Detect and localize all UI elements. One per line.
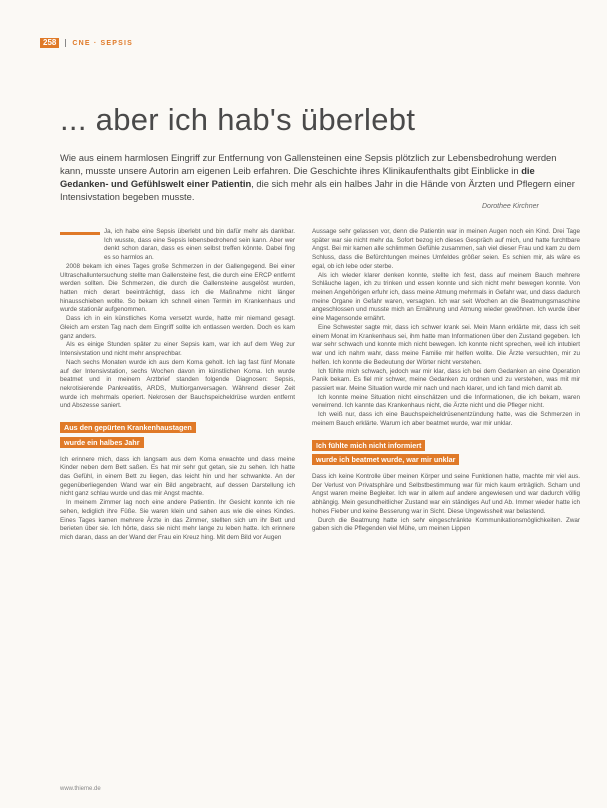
paragraph: 2008 bekam ich eines Tages große Schmerzen in der Gallengegend. Bei einer Ultraschalluntersuchung stellte man Gallensteine fest, die durch eine ERCP entfernt werden sollten. Die Schmerzen, die durch die Gallensteine ausgelöst wurden, hatten mich derart beeinträchtigt, dass ich die Maßnahme nicht länger hinausschieben wollte. So bekam ich schnell einen Termin im Krankenhaus und wurde stationär aufgenommen. — [60, 262, 295, 314]
paragraph: Aussage sehr gelassen vor, denn die Patientin war in meinen Augen noch ein Kind. Drei Tage später war sie nicht mehr da. Sofort bezog ich dieses Gespräch auf mich, und hatte furchtbare Angst. Bei mir kamen alle schlimmen Gefühle zusammen, sah viel dieser Frau und kam zu dem Schluss, dass die Befürchtungen meines Umfeldes größer seien. Es schien mir, als wäre es egal, ob ich lebe oder sterbe. — [312, 228, 580, 270]
paragraph: Ja, ich habe eine Sepsis überlebt und bin dafür mehr als dankbar. Ich wusste, dass eine Sepsis lebensbedrohend sein kann. Aber wer denkt schon daran, dass es einen selbst treffen könnte. Dabei fing es so harmlos an. — [104, 228, 295, 262]
running-header — [40, 38, 133, 48]
paragraph: Ich konnte meine Situation nicht einschätzen und die Informationen, die ich bekam, waren verwirrend. Ich kannte das Krankenhaus nicht, die Ärzte nicht und die Pfleger nicht. — [312, 393, 580, 410]
subheading-block — [312, 437, 580, 466]
page-number: 258 — [40, 38, 59, 48]
intro-bold-phrase: die Gedanken- und Gefühlswelt einer Patientin — [60, 165, 535, 189]
paragraph: Als es einige Stunden später zu einer Sepsis kam, war ich auf dem Weg zur Intensivstation und nicht mehr ansprechbar. — [60, 341, 295, 358]
section-label: CNE · SEPSIS — [72, 39, 134, 47]
right-column — [312, 228, 580, 534]
subheading: wurde ich beatmet wurde, war mir unklar — [312, 454, 459, 465]
paragraph: Dass ich keine Kontrolle über meinen Körper und seine Funktionen hatte, machte mir viel aus. Der Verlust von Privatsphäre und Selbstbestimmung war für mich kaum erträglich. Scham und Angst waren meine Begleiter. Ich war in allem auf andere angewiesen und war dadurch völlig abhängig. Mein gesundheitlicher Zustand war ein ständiges Auf und Ab. Immer wieder hatte ich hohes Fieber und keine Besserung war in Sicht. Diese Ungewissheit war belastend. — [312, 472, 580, 515]
subheading: Aus den gepürten Krankenhaustagen — [60, 422, 196, 433]
paragraph: Durch die Beatmung hatte ich sehr eingeschränkte Kommunikationsmöglichkeiten. Zwar gaben sich die Pflegenden viel Mühe, um meinen Lippen — [312, 516, 580, 533]
paragraph: In meinem Zimmer lag noch eine andere Patientin. Ihr Gesicht konnte ich nie sehen, lediglich ihre Füße. Sie waren klein und sahen aus wie die eines Kindes. Eines Tages kamen mehrere Ärzte in das Zimmer, stellten sich um ihr Bett und berieten über sie. Ich hörte, dass sie nicht mehr lange zu leben hatte. Ich erinnere mich daran, dass an der Wand der Frau ein Kreuz hing. Mit dem Bild vor Augen — [60, 499, 295, 541]
paragraph: Nach sechs Monaten wurde ich aus dem Koma geholt. Ich lag fast fünf Monate auf der Intensivstation, sechs Wochen davon im künstlichen Koma. Ich wurde beatmet und in meinem Arztbrief standen folgende Diagnosen: Sepsis, nekrotisierende Pankreatitis, ARDS, Multiorganversagen. Während dieser Zeit wurde ich mehrmals operiert. Nekrosen der Bauchspeicheldrüse wurden entfernt und Abszesse saniert. — [60, 358, 295, 410]
subheading: Ich fühlte mich nicht informiert — [312, 440, 425, 451]
intro-text-start: Wie aus einem harmlosen Eingriff zur Entfernung von Gallensteinen eine Sepsis plötzlich zur Lebensbedrohung werden kann, musste unsere Autorin am eigenen Leib erfahren. Die Geschichte ihres Klinikaufenthalts gibt Einblicke in — [60, 152, 557, 176]
footer-url: www.thieme.de — [60, 786, 101, 792]
intro-text-end: , die sich mehr als ein halbes Jahr in die Hände von Ärzten und Pflegern einer Intensivstation begeben musste. — [60, 178, 575, 202]
subheading-block — [60, 419, 295, 448]
paragraph: Ich fühlte mich schwach, jedoch war mir klar, dass ich bei dem Gedanken an eine Operation Panik bekam. Es fiel mir schwer, meine Gedanken zu ordnen und zu verstehen, was mit mir passiert war. Meine Situation wurde mir nach und nach klarer, und ich fand mich damit ab. — [312, 367, 580, 392]
header-divider — [65, 39, 66, 47]
article-intro — [60, 151, 575, 203]
paragraph: Als ich wieder klarer denken konnte, stellte ich fest, dass auf meinem Bauch mehrere Schläuche lagen, ich zu trinken und essen konnte und sich nicht mehr bewegen konnte. Von meinen Angehörigen erfuhr ich, dass meine Atmung mehrmals in Gefahr war, und dass dadurch meine Organe in Gefahr waren, versagten. Ich war seit Wochen an die Beatmungsmaschine angeschlossen und musste mich an Ernährung und Atmung wieder gewöhnen. Ich wurde über eine Magensonde ernährt. — [312, 271, 580, 323]
paragraph: Ich weiß nur, dass ich eine Bauchspeicheldrüsenentzündung hatte, was die Schmerzen in meinem Bauch erklärte. Warum ich aber beatmet wurde, war mir unklar. — [312, 411, 580, 427]
left-column — [60, 228, 295, 543]
subheading: wurde ein halbes Jahr — [60, 437, 144, 448]
author-byline: Dorothee Kirchner — [482, 203, 539, 210]
paragraph: Ich erinnere mich, dass ich langsam aus dem Koma erwachte und dass meine Kinder neben dem Bett saßen. Es hat mir sehr gut getan, sie zu sehen. Ich hatte das Gefühl, in einem Bett zu liegen, das leicht hin und her schwankte. An der gegenüberliegenden Wand war ein Bild angebracht, auf dessen Darstellung ich nicht ganz schlau wurde und das mir Angst machte. — [60, 455, 295, 498]
article-title: ... aber ich hab's überlebt — [60, 102, 416, 137]
paragraph: Eine Schwester sagte mir, dass ich schwer krank sei. Mein Mann erklärte mir, dass ich seit einem Monat im Krankenhaus sei, ihm hatte man Informationen über den Zustand gegeben. Ich war sehr schwach und konnte mich nicht bewegen. Ich konnte nicht sprechen, weil ich intubiert war und ich nahm wahr, dass meine Familie mir helfen wollte. Die Ärzte versuchten, mir zu helfen. Ich konnte die Bedeutung der Wörter nicht verstehen. — [312, 323, 580, 366]
paragraph: Dass ich in ein künstliches Koma versetzt wurde, hatte mir niemand gesagt. Gleich am ersten Tag nach dem Eingriff sollte ich entlassen werden. Doch es kam ganz anders. — [60, 315, 295, 340]
